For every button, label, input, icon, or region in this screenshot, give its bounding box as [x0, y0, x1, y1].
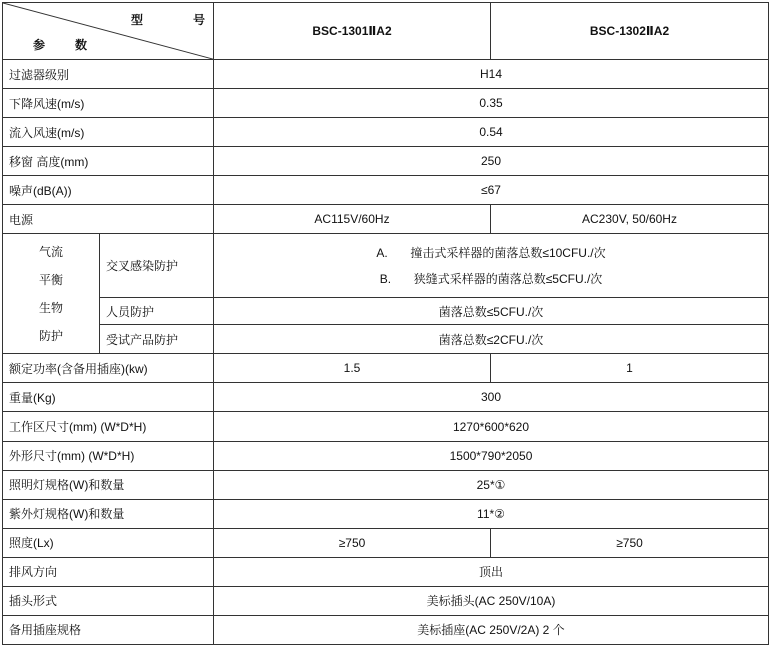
row-label: 排风方向 [3, 557, 214, 586]
row-label: 移窗 高度(mm) [3, 147, 214, 176]
row-airflow-product [3, 325, 769, 354]
row-power-supply [3, 205, 769, 234]
row-label: 流入风速(m/s) [3, 118, 214, 147]
row-filter [3, 60, 769, 89]
row-light [3, 470, 769, 499]
header-row [3, 3, 769, 60]
model-header-2: BSC-1302ⅡA2 [491, 3, 769, 60]
model-header-1: BSC-1301ⅡA2 [214, 3, 491, 60]
row-outer-size [3, 441, 769, 470]
cross-a-letter: A. [376, 245, 388, 260]
corner-bottom-char-1: 参 [33, 38, 46, 53]
product-value: 菌落总数≤2CFU./次 [214, 325, 769, 354]
row-label: 下降风速(m/s) [3, 89, 214, 118]
row-label: 备用插座规格 [3, 615, 214, 644]
row-plug [3, 586, 769, 615]
row-exhaust [3, 557, 769, 586]
personnel-value: 菌落总数≤5CFU./次 [214, 298, 769, 325]
cross-b-letter: B. [379, 271, 392, 286]
row-inflow [3, 118, 769, 147]
row-label: 紫外灯规格(W)和数量 [3, 499, 214, 528]
row-uv [3, 499, 769, 528]
row-value-model-2: ≥750 [491, 528, 769, 557]
row-airflow-cross [3, 234, 769, 298]
corner-top-char-1: 型 [130, 13, 143, 27]
row-illuminance [3, 528, 769, 557]
cross-b-text: 狭缝式采样器的菌落总数≤5CFU./次 [413, 271, 603, 286]
row-socket [3, 615, 769, 644]
cross-line-a [214, 240, 768, 266]
row-value-model-2: 1 [491, 354, 769, 383]
row-value: 美标插座(AC 250V/2A) 2 个 [214, 615, 769, 644]
product-label: 受试产品防护 [100, 325, 214, 354]
row-label: 插头形式 [3, 586, 214, 615]
row-airflow-personnel [3, 298, 769, 325]
row-label: 工作区尺寸(mm) (W*D*H) [3, 412, 214, 441]
corner-bottom-label [33, 36, 87, 53]
cross-a-text: 撞击式采样器的菌落总数≤10CFU./次 [410, 245, 606, 260]
row-value: 25*① [214, 470, 769, 499]
row-value: 1500*790*2050 [214, 441, 769, 470]
row-downflow [3, 89, 769, 118]
row-value-model-1: AC115V/60Hz [214, 205, 491, 234]
cross-infection-label: 交叉感染防护 [100, 234, 214, 298]
row-value: 11*② [214, 499, 769, 528]
row-label: 噪声(dB(A)) [3, 176, 214, 205]
corner-bottom-char-2: 数 [75, 38, 88, 53]
row-label: 过滤器级别 [3, 60, 214, 89]
corner-top-char-2: 号 [192, 13, 205, 27]
row-rated-power [3, 354, 769, 383]
row-value: H14 [214, 60, 769, 89]
row-value: 300 [214, 383, 769, 412]
row-noise [3, 176, 769, 205]
row-value: 美标插头(AC 250V/10A) [214, 586, 769, 615]
spec-table [2, 2, 769, 645]
row-label: 额定功率(含备用插座)(kw) [3, 354, 214, 383]
row-label: 照明灯规格(W)和数量 [3, 470, 214, 499]
row-value: 0.54 [214, 118, 769, 147]
airflow-group-label [3, 234, 100, 354]
row-value: 1270*600*620 [214, 412, 769, 441]
row-label: 外形尺寸(mm) (W*D*H) [3, 441, 214, 470]
row-value-model-1: 1.5 [214, 354, 491, 383]
row-work-size [3, 412, 769, 441]
group-label-line-3: 生物 [38, 300, 63, 315]
row-label: 电源 [3, 205, 214, 234]
row-label: 照度(Lx) [3, 528, 214, 557]
corner-top-label [131, 11, 205, 28]
row-value: 顶出 [214, 557, 769, 586]
row-label: 重量(Kg) [3, 383, 214, 412]
group-label-line-2: 平衡 [38, 272, 63, 287]
header-corner-cell [3, 3, 214, 60]
row-value-model-1: ≥750 [214, 528, 491, 557]
cross-infection-value [214, 234, 769, 298]
row-value: 250 [214, 147, 769, 176]
row-value: 0.35 [214, 89, 769, 118]
group-label-line-4: 防护 [38, 328, 63, 343]
row-value: ≤67 [214, 176, 769, 205]
group-label-line-1: 气流 [38, 244, 63, 259]
row-sash [3, 147, 769, 176]
row-value-model-2: AC230V, 50/60Hz [491, 205, 769, 234]
row-weight [3, 383, 769, 412]
cross-line-b [214, 266, 768, 292]
personnel-label: 人员防护 [100, 298, 214, 325]
